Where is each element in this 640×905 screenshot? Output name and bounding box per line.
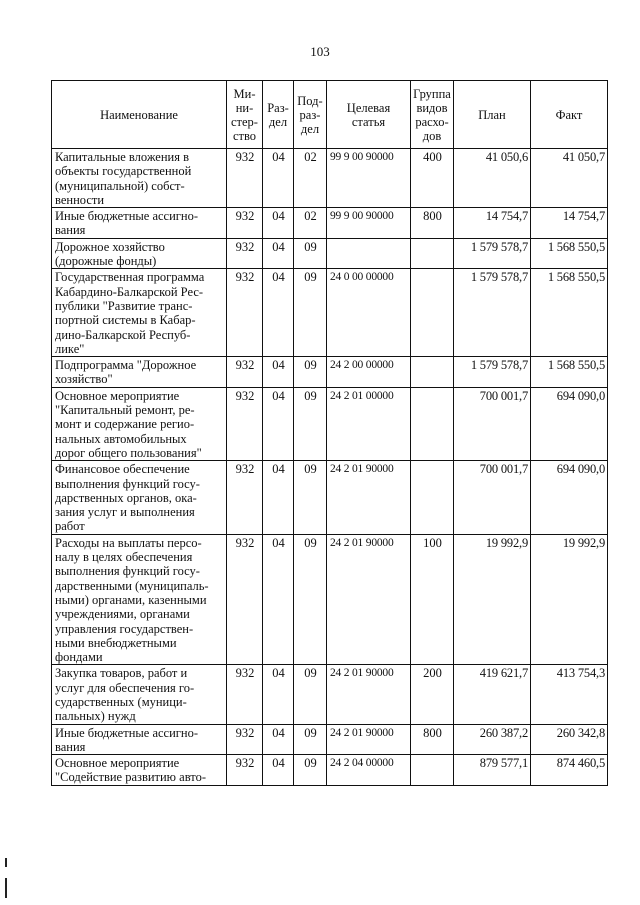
cell-target-article: 99 9 00 90000: [327, 149, 411, 208]
budget-table: [51, 80, 608, 786]
name-line: работ: [55, 519, 85, 534]
name-line: выполнения функций госу-: [55, 476, 200, 491]
name-line: "Капитальный ремонт, ре-: [55, 403, 195, 418]
name-line: Основное мероприятие: [55, 388, 180, 403]
cell-fact: 1 568 550,5: [531, 238, 608, 269]
cell-fact: 694 090,0: [531, 387, 608, 460]
table-row: [52, 724, 608, 755]
name-line: (дорожные фонды): [55, 254, 157, 269]
cell-target-article: 24 2 01 90000: [327, 724, 411, 755]
cell-fact: 14 754,7: [531, 208, 608, 239]
header-plan: План: [454, 81, 531, 149]
cell-plan: 260 387,2: [454, 724, 531, 755]
header-ministry: Ми- ни- стер- ство: [227, 81, 263, 149]
cell-section: 04: [263, 665, 294, 724]
cell-ministry: 932: [227, 461, 263, 534]
table-row: [52, 755, 608, 786]
name-line: Основное мероприятие: [55, 756, 180, 771]
name-line: венности: [55, 192, 105, 207]
name-line: вания: [55, 739, 86, 754]
cell-section: 04: [263, 149, 294, 208]
name-line: Иные бюджетные ассигно-: [55, 725, 199, 740]
cell-target-article: 24 2 01 90000: [327, 665, 411, 724]
table-row: [52, 238, 608, 269]
cell-plan: 19 992,9: [454, 534, 531, 665]
table-row: [52, 357, 608, 388]
cell-plan: 419 621,7: [454, 665, 531, 724]
cell-subsection: 02: [294, 208, 327, 239]
cell-plan: 41 050,6: [454, 149, 531, 208]
cell-target-article: 24 0 00 00000: [327, 269, 411, 357]
cell-ministry: 932: [227, 269, 263, 357]
name-line: объекты государственной: [55, 164, 192, 179]
cell-name: [52, 208, 227, 239]
name-line: дарственных органов, ока-: [55, 490, 197, 505]
cell-subsection: 02: [294, 149, 327, 208]
cell-name: [52, 269, 227, 357]
cell-fact: 260 342,8: [531, 724, 608, 755]
header-expense-group: Группа видов расхо- дов: [411, 81, 454, 149]
cell-target-article: 99 9 00 90000: [327, 208, 411, 239]
name-line: нальных автомобильных: [55, 431, 187, 446]
header-section: Раз- дел: [263, 81, 294, 149]
name-line: Расходы на выплаты персо-: [55, 535, 202, 550]
name-line: зания услуг и выполнения: [55, 505, 195, 520]
page-number: 103: [310, 44, 330, 59]
name-line: Закупка товаров, работ и: [55, 666, 188, 681]
cell-expense-group: 200: [411, 665, 454, 724]
cell-subsection: 09: [294, 665, 327, 724]
cell-subsection: 09: [294, 238, 327, 269]
table-row: [52, 149, 608, 208]
name-line: налу в целях обеспечения: [55, 550, 193, 565]
cell-ministry: 932: [227, 238, 263, 269]
name-line: ными внебюджетными: [55, 635, 177, 650]
name-line: Государственная программа: [55, 270, 205, 285]
name-line: портной системы в Кабар-: [55, 313, 196, 328]
cell-subsection: 09: [294, 461, 327, 534]
cell-name: [52, 357, 227, 388]
header-row: [52, 81, 608, 149]
cell-ministry: 932: [227, 208, 263, 239]
cell-fact: 1 568 550,5: [531, 357, 608, 388]
table-row: [52, 461, 608, 534]
cell-name: [52, 755, 227, 786]
name-line: дино-Балкарской Респуб-: [55, 327, 191, 342]
cell-target-article: 24 2 04 00000: [327, 755, 411, 786]
cell-subsection: 09: [294, 534, 327, 665]
cell-plan: 879 577,1: [454, 755, 531, 786]
cell-ministry: 932: [227, 755, 263, 786]
cell-plan: 1 579 578,7: [454, 357, 531, 388]
name-line: дорог общего пользования": [55, 445, 202, 460]
name-line: монт и содержание регио-: [55, 417, 195, 432]
cell-section: 04: [263, 238, 294, 269]
cell-target-article: 24 2 01 90000: [327, 534, 411, 665]
cell-plan: 700 001,7: [454, 461, 531, 534]
cell-fact: 874 460,5: [531, 755, 608, 786]
cell-expense-group: 400: [411, 149, 454, 208]
cell-plan: 1 579 578,7: [454, 269, 531, 357]
cell-ministry: 932: [227, 724, 263, 755]
cell-fact: 413 754,3: [531, 665, 608, 724]
name-line: выполнения функций госу-: [55, 564, 200, 579]
cell-target-article: 24 2 01 00000: [327, 387, 411, 460]
cell-plan: 1 579 578,7: [454, 238, 531, 269]
name-line: Финансовое обеспечение: [55, 462, 190, 477]
cell-ministry: 932: [227, 534, 263, 665]
cell-subsection: 09: [294, 724, 327, 755]
cell-expense-group: [411, 269, 454, 357]
cell-section: 04: [263, 534, 294, 665]
cell-fact: 41 050,7: [531, 149, 608, 208]
cell-ministry: 932: [227, 149, 263, 208]
table-row: [52, 534, 608, 665]
name-line: вания: [55, 223, 86, 238]
name-line: лике": [55, 341, 85, 356]
table-body: [52, 149, 608, 786]
cell-expense-group: [411, 238, 454, 269]
header-name: Наименование: [52, 81, 227, 149]
cell-section: 04: [263, 387, 294, 460]
cell-target-article: [327, 238, 411, 269]
name-line: услуг для обеспечения го-: [55, 680, 195, 695]
name-line: "Содействие развитию авто-: [55, 770, 206, 785]
cell-name: [52, 665, 227, 724]
cell-target-article: 24 2 01 90000: [327, 461, 411, 534]
margin-mark: [5, 878, 7, 898]
name-line: Кабардино-Балкарской Рес-: [55, 284, 204, 299]
header-target: Целевая статья: [327, 81, 411, 149]
cell-target-article: 24 2 00 00000: [327, 357, 411, 388]
cell-expense-group: [411, 387, 454, 460]
name-line: Иные бюджетные ассигно-: [55, 209, 199, 224]
cell-expense-group: 800: [411, 724, 454, 755]
cell-section: 04: [263, 357, 294, 388]
name-line: учреждениями, органами: [55, 607, 190, 622]
cell-section: 04: [263, 461, 294, 534]
name-line: хозяйство": [55, 372, 113, 387]
margin-mark: [5, 858, 7, 867]
name-line: (муниципальной) собст-: [55, 178, 185, 193]
cell-name: [52, 461, 227, 534]
cell-name: [52, 238, 227, 269]
cell-section: 04: [263, 269, 294, 357]
cell-fact: 694 090,0: [531, 461, 608, 534]
cell-name: [52, 534, 227, 665]
cell-ministry: 932: [227, 357, 263, 388]
table-row: [52, 208, 608, 239]
header-subsection: Под- раз- дел: [294, 81, 327, 149]
table-row: [52, 269, 608, 357]
name-line: Капитальные вложения в: [55, 150, 189, 164]
cell-expense-group: [411, 357, 454, 388]
cell-fact: 1 568 550,5: [531, 269, 608, 357]
cell-ministry: 932: [227, 665, 263, 724]
name-line: Подпрограмма "Дорожное: [55, 358, 197, 373]
cell-subsection: 09: [294, 387, 327, 460]
cell-expense-group: 800: [411, 208, 454, 239]
cell-section: 04: [263, 755, 294, 786]
name-line: публики "Развитие транс-: [55, 298, 193, 313]
cell-expense-group: [411, 755, 454, 786]
name-line: сударственных (муници-: [55, 694, 187, 709]
table-row: [52, 665, 608, 724]
cell-name: [52, 387, 227, 460]
cell-fact: 19 992,9: [531, 534, 608, 665]
name-line: Дорожное хозяйство: [55, 239, 165, 254]
name-line: дарственными (муниципаль-: [55, 578, 209, 593]
cell-expense-group: [411, 461, 454, 534]
name-line: ными) органами, казенными: [55, 592, 207, 607]
name-line: пальных) нужд: [55, 709, 136, 724]
cell-expense-group: 100: [411, 534, 454, 665]
cell-subsection: 09: [294, 269, 327, 357]
cell-section: 04: [263, 724, 294, 755]
cell-name: [52, 724, 227, 755]
name-line: фондами: [55, 650, 103, 665]
cell-subsection: 09: [294, 357, 327, 388]
cell-plan: 14 754,7: [454, 208, 531, 239]
cell-section: 04: [263, 208, 294, 239]
table-row: [52, 387, 608, 460]
cell-subsection: 09: [294, 755, 327, 786]
header-fact: Факт: [531, 81, 608, 149]
cell-plan: 700 001,7: [454, 387, 531, 460]
cell-name: [52, 149, 227, 208]
name-line: управления государствен-: [55, 621, 194, 636]
cell-ministry: 932: [227, 387, 263, 460]
